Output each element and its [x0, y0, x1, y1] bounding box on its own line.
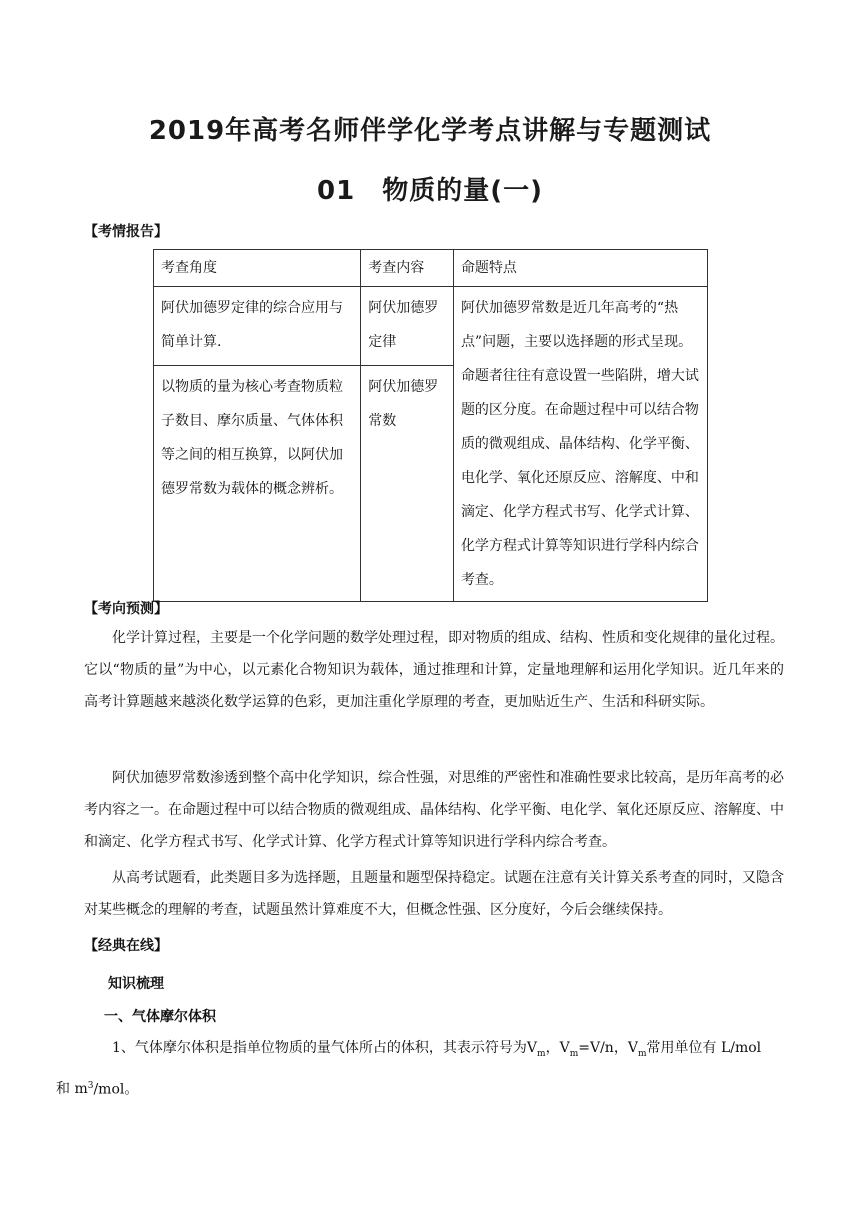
- item-formula: =V/n，: [578, 1040, 628, 1056]
- item-units: 常用单位有 L/mol: [646, 1040, 762, 1056]
- symbol-v: V: [526, 1040, 538, 1056]
- section-heading-classic: 【经典在线】: [84, 938, 168, 954]
- exam-report-table: [153, 249, 708, 602]
- knowledge-heading: 知识梳理: [108, 976, 164, 992]
- table-row: [154, 287, 708, 366]
- paragraph: 从高考试题看，此类题目多为选择题，且题量和题型保持稳定。试题在注意有关计算关系考查的同时，又隐含对某些概念的理解的考查，试题虽然计算难度不大，但概念性强、区分度好，今后会继续保持。: [84, 870, 784, 918]
- item-text: /mol。: [93, 1081, 139, 1098]
- document-subtitle: 01 物质的量(一): [317, 176, 543, 206]
- unit-superscript: 3: [87, 1080, 94, 1091]
- section-heading-report: 【考情报告】: [84, 224, 168, 240]
- document-title: 2019年高考名师伴学化学考点讲解与专题测试: [148, 116, 712, 146]
- symbol-v: V: [559, 1040, 570, 1056]
- table-header-cell: 考查内容: [361, 250, 454, 287]
- symbol-v: V: [627, 1040, 638, 1056]
- table-header-cell: 命题特点: [453, 250, 707, 287]
- item-paragraph: [56, 1032, 784, 1105]
- table-cell-content: 阿伏加德罗常数: [361, 365, 454, 601]
- section-heading-prediction: 【考向预测】: [84, 601, 168, 617]
- table-cell-angle: 以物质的量为核心考查物质粒子数目、摩尔质量、气体体积等之间的相互换算，以阿伏加德罗常数为载体的概念辨析。: [154, 365, 361, 601]
- table-header-cell: 考查角度: [154, 250, 361, 287]
- symbol-subscript: m: [537, 1048, 546, 1059]
- item-text: 1、气体摩尔体积是指单位物质的量气体所占的体积，其表示符号为: [112, 1040, 527, 1056]
- table-cell-angle: 阿伏加德罗定律的综合应用与简单计算.: [154, 287, 361, 366]
- symbol-subscript: m: [569, 1048, 579, 1059]
- table-cell-content: 阿伏加德罗定律: [361, 287, 454, 366]
- table-cell-feature: 阿伏加德罗常数是近几年高考的“热点”问题，主要以选择题的形式呈现。命题者往往有意设置一些陷阱，增大试题的区分度。在命题过程中可以结合物质的微观组成、晶体结构、化学平衡、电化学、氧化还原反应、溶解度、中和滴定、化学方程式书写、化学式计算、化学方程式计算等知识进行学科内综合考查。: [453, 287, 707, 602]
- paragraph: 化学计算过程，主要是一个化学问题的数学处理过程，即对物质的组成、结构、性质和变化规律的量化过程。它以“物质的量”为中心，以元素化合物知识为载体，通过推理和计算，定量地理解和运用化学知识。近几年来的高考计算题越来越淡化数学运算的色彩，更加注重化学原理的考查，更加贴近生产、生活和科研实际。: [84, 630, 784, 710]
- topic-heading: 一、气体摩尔体积: [104, 1009, 216, 1025]
- item-text: ，: [545, 1040, 560, 1056]
- table-header-row: [154, 250, 708, 287]
- item-text: 和 m: [56, 1081, 88, 1098]
- symbol-subscript: m: [637, 1048, 647, 1059]
- paragraph: 阿伏加德罗常数渗透到整个高中化学知识，综合性强，对思维的严密性和准确性要求比较高，是历年高考的必考内容之一。在命题过程中可以结合物质的微观组成、晶体结构、化学平衡、电化学、氧化还原反应、溶解度、中和滴定、化学方程式书写、化学式计算、化学方程式计算等知识进行学科内综合考查。: [84, 770, 784, 850]
